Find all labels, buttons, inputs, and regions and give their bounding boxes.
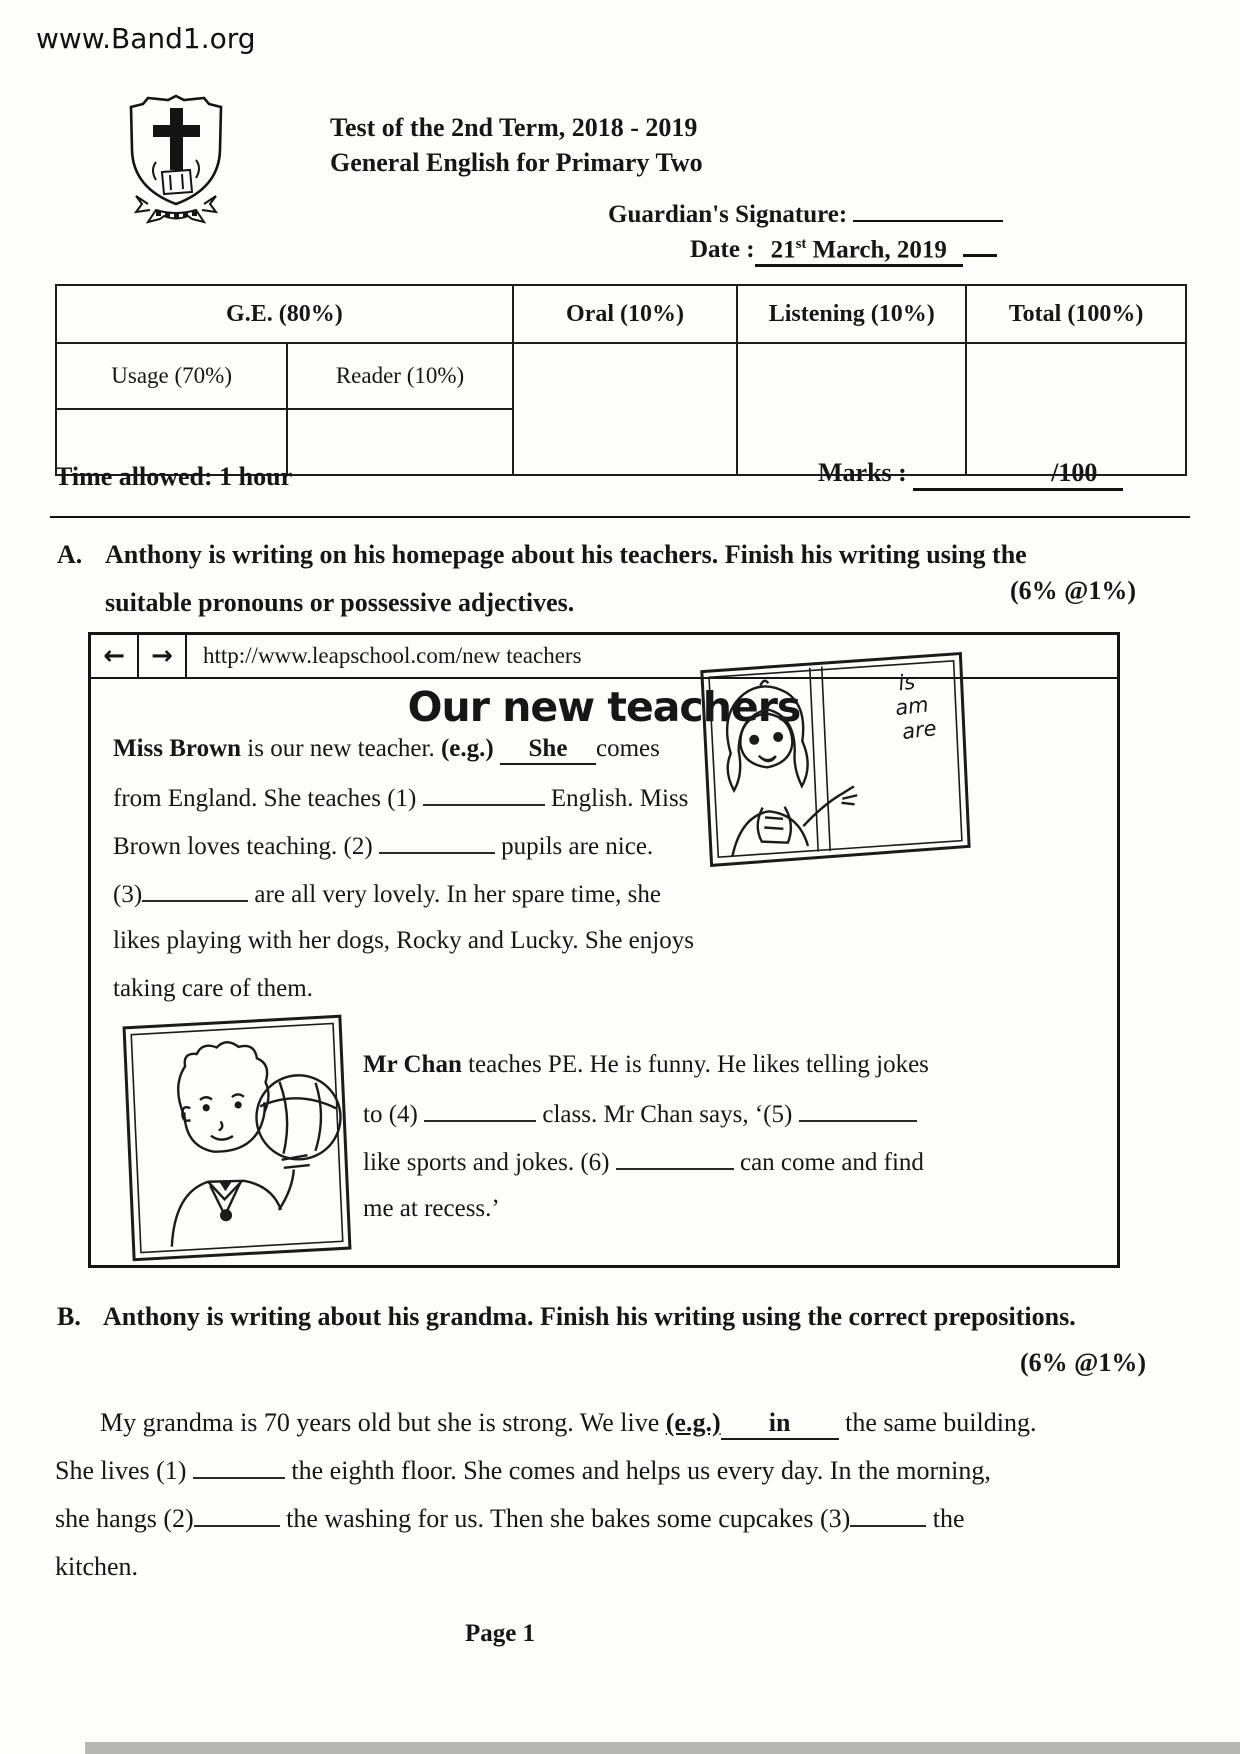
board-word-are: are: [900, 716, 938, 745]
mr-chan-line3: like sports and jokes. (6) can come and find: [363, 1149, 924, 1176]
miss-brown-line6: taking care of them.: [113, 975, 313, 1002]
guardian-signature-row: [608, 198, 1003, 229]
webpage-panel: [88, 632, 1120, 1268]
section-a-label: A.: [57, 540, 83, 569]
url-text: http://www.leapschool.com/new teachers: [203, 643, 582, 668]
date-label: Date :: [690, 236, 755, 263]
example-answer-she: She: [500, 735, 596, 765]
grandma-line3: she hangs (2) the washing for us. Then she bakes some cupcakes (3) the: [55, 1504, 965, 1533]
guardian-signature-line: [853, 198, 1003, 222]
section-a-marks: (6% @1%): [1010, 576, 1137, 605]
mr-chan-line1: Mr Chan teaches PE. He is funny. He likes telling jokes: [363, 1051, 929, 1078]
date-value: 21st March, 2019: [755, 236, 963, 267]
blank-3: [142, 879, 248, 902]
test-title-line2: General English for Primary Two: [330, 148, 703, 177]
board-word-is: is: [896, 669, 917, 696]
test-title: [330, 110, 703, 180]
test-title-line1: Test of the 2nd Term, 2018 - 2019: [330, 113, 698, 142]
date-line-tail: [963, 232, 997, 257]
miss-brown-line3: Brown loves teaching. (2) pupils are nice.: [113, 833, 654, 860]
mr-chan-illustration: [118, 1012, 354, 1264]
marks-line: [913, 458, 1123, 491]
ge-header-cell: G.E. (80%): [56, 285, 513, 343]
usage-label-cell: Usage (70%): [56, 343, 287, 409]
date-row: [690, 232, 997, 267]
miss-brown-line2: from England. She teaches (1) English. Miss: [113, 785, 689, 812]
oral-score-cell: [513, 343, 738, 475]
total-score-cell: [966, 343, 1186, 475]
example-eg: (e.g.): [665, 1408, 721, 1437]
board-word-am: am: [893, 692, 930, 721]
mr-chan-line2: to (4) class. Mr Chan says, ‘(5): [363, 1099, 917, 1129]
blank-b1: [193, 1456, 285, 1479]
section-a-instruction-line2: suitable pronouns or possessive adjectives.: [105, 588, 575, 617]
reader-score-cell: [287, 409, 513, 475]
example-answer-in: in: [721, 1408, 839, 1440]
blank-4: [424, 1099, 536, 1122]
oral-header-cell: Oral (10%): [513, 285, 738, 343]
blank-5: [799, 1099, 917, 1122]
blank-1: [423, 783, 545, 806]
section-b-label: B.: [57, 1302, 81, 1331]
marks-label: Marks :: [818, 458, 907, 487]
grandma-line1: My grandma is 70 years old but she is strong. We live (e.g.) in the same building.: [100, 1408, 1036, 1440]
forward-arrow-icon: →: [139, 635, 187, 677]
blank-b2: [194, 1504, 280, 1527]
listening-score-cell: [737, 343, 966, 475]
section-b-marks: (6% @1%): [1020, 1348, 1147, 1377]
divider-line: [50, 516, 1190, 518]
score-table: [55, 284, 1187, 476]
blank-2: [379, 831, 495, 854]
school-crest-logo: [126, 92, 226, 224]
page-number: Page 1: [464, 1620, 536, 1647]
section-b-instruction: Anthony is writing about his grandma. Finish his writing using the correct prepositions.: [103, 1302, 1076, 1331]
guardian-signature-label: Guardian's Signature:: [608, 201, 848, 228]
grandma-line4: kitchen.: [55, 1552, 139, 1581]
back-arrow-icon: ←: [91, 635, 139, 677]
miss-brown-illustration: [697, 650, 972, 869]
blank-b3: [850, 1504, 926, 1527]
grandma-line2: She lives (1) the eighth floor. She comes and helps us every day. In the morning,: [55, 1456, 991, 1485]
webpage-heading: Our new teachers: [407, 683, 801, 731]
miss-brown-line4: (3) are all very lovely. In her spare time, she: [113, 881, 661, 908]
total-header-cell: Total (100%): [966, 285, 1186, 343]
section-a-instruction-line1: Anthony is writing on his homepage about his teachers. Finish his writing using the: [105, 540, 1027, 569]
miss-brown-line1: Miss Brown is our new teacher. (e.g.) She comes: [113, 735, 660, 765]
listening-header-cell: Listening (10%): [737, 285, 966, 343]
marks-total: /100: [1051, 458, 1098, 487]
site-watermark: www.Band1.org: [36, 22, 256, 55]
scan-artifact-bar: [85, 1742, 1240, 1754]
mr-chan-line4: me at recess.’: [363, 1195, 500, 1222]
miss-brown-line5: likes playing with her dogs, Rocky and Lucky. She enjoys: [113, 927, 694, 954]
marks-row: [818, 458, 1123, 491]
reader-label-cell: Reader (10%): [287, 343, 513, 409]
time-allowed: Time allowed: 1 hour: [55, 462, 293, 491]
blank-6: [616, 1147, 734, 1170]
